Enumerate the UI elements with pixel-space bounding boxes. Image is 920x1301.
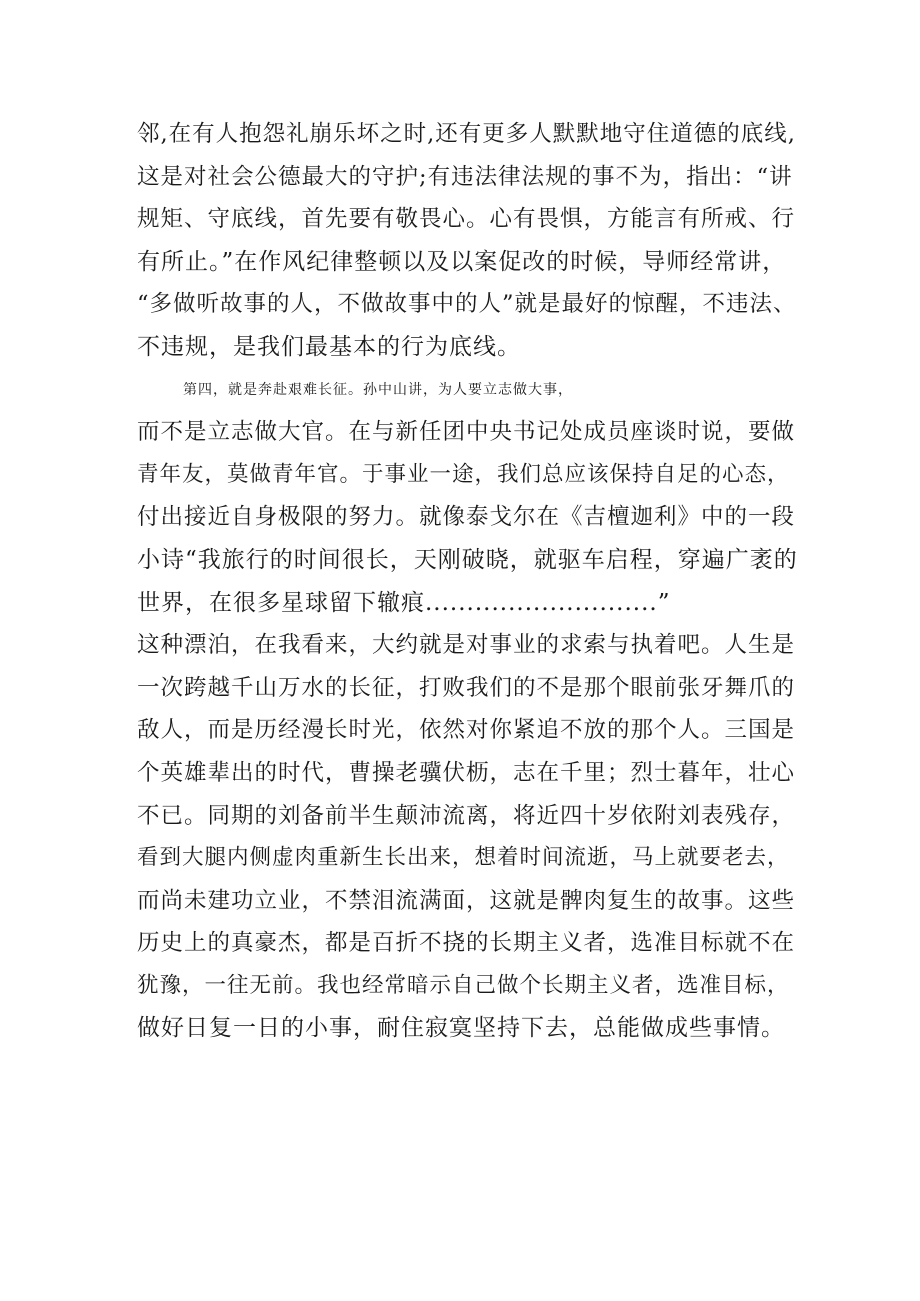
text-line: 小诗“我旅行的时间很长，天刚破晓，就驱车启程，穿遍广袤的: [137, 546, 798, 573]
text-line: 敌人，而是历经漫长时光，依然对你紧追不放的那个人。三国是: [137, 717, 796, 744]
text-line: 这种漂泊，在我看来，大约就是对事业的求索与执着吧。人生是: [137, 632, 796, 659]
text-line: 个英雄辈出的时代，曹操老骥伏枥，志在千里；烈士暮年，壮心: [137, 759, 796, 786]
text-line: 历史上的真豪杰，都是百折不挠的长期主义者，选准目标就不在: [137, 930, 796, 957]
text-line: 付出接近自身极限的努力。就像泰戈尔在《吉檀迦利》中的一段: [137, 504, 796, 531]
text-line: 青年友，莫做青年官。于事业一途，我们总应该保持自足的心态，: [137, 461, 790, 487]
text-line: 看到大腿内侧虚肉重新生长出来，想着时间流逝，马上就要老去，: [137, 845, 790, 871]
text-line: 世界，在很多星球留下辙痕............................”: [137, 589, 671, 616]
text-line: 不违规，是我们最基本的行为底线。: [137, 333, 521, 360]
text-line: 而不是立志做大官。在与新任团中央书记处成员座谈时说，要做: [137, 419, 796, 446]
text-line: 不已。同期的刘备前半生颠沛流离，将近四十岁依附刘表残存，: [137, 802, 796, 829]
text-line: 而尚未建功立业，不禁泪流满面，这就是髀肉复生的故事。这些: [137, 887, 796, 914]
text-line: 有所止。”在作风纪律整顿以及以案促改的时候，导师经常讲，: [137, 248, 787, 275]
text-line: 做好日复一日的小事，耐住寂寞坚持下去，总能做成些事情。: [137, 1015, 785, 1042]
text-line: “多做听故事的人，不做故事中的人”就是最好的惊醒，不违法、: [137, 291, 797, 318]
text-line: 规矩、守底线，首先要有敬畏心。心有畏惧，方能言有所戒、行: [137, 206, 796, 233]
text-line: 邻,在有人抱怨礼崩乐坏之时,还有更多人默默地守住道德的底线,: [137, 121, 796, 147]
text-line: 第四，就是奔赴艰难长征。孙中山讲，为人要立志做大事，: [183, 381, 573, 398]
text-line: 犹豫，一往无前。我也经常暗示自己做个长期主义者，选准目标，: [137, 972, 790, 998]
text-line: 一次跨越千山万水的长征，打败我们的不是那个眼前张牙舞爪的: [137, 674, 796, 701]
text-line: 这是对社会公德最大的守护;有违法律法规的事不为，指出：“讲: [137, 163, 793, 190]
body-text: [137, 113, 797, 1050]
